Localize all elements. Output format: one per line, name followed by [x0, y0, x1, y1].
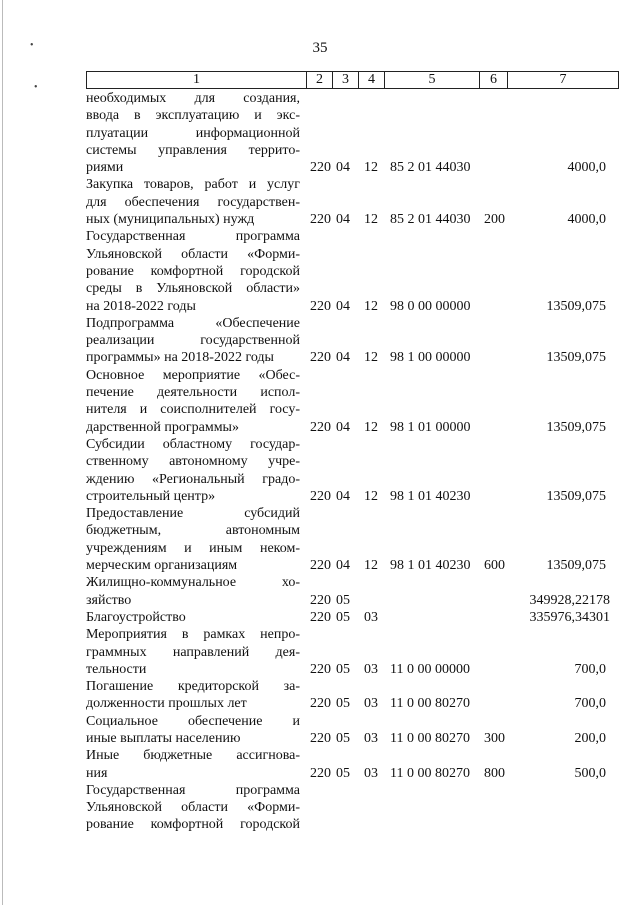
table-row	[86, 626, 616, 678]
section-code: 05	[336, 592, 350, 608]
description-line: граммных направлений дея-	[86, 644, 300, 660]
row-code-cells	[86, 557, 616, 574]
description-line: строительный центр»	[86, 488, 216, 504]
expense-type-code: 300	[484, 730, 505, 746]
subsection-code: 03	[364, 609, 378, 625]
ministry-code: 220	[310, 558, 331, 574]
row-code-cells	[86, 730, 616, 747]
description-line: нителя и соисполнителей госу-	[86, 402, 300, 418]
header-col-7: 7	[508, 72, 619, 89]
description-line: Погашение кредиторской за-	[86, 679, 300, 695]
table-row	[86, 747, 616, 782]
amount-value: 13509,075	[546, 488, 606, 504]
table-row	[86, 609, 616, 626]
amount-value: 200,0	[574, 730, 606, 746]
description-line: среды в Ульяновской области»	[86, 281, 300, 297]
description-line: Социальное обеспечение и	[86, 713, 300, 729]
section-code: 05	[336, 696, 350, 712]
row-code-cells	[86, 592, 616, 609]
target-article-code: 11 0 00 00000	[390, 661, 470, 677]
section-code: 04	[336, 160, 350, 176]
description-line: плуатации информационной	[86, 125, 300, 141]
subsection-code: 12	[364, 298, 378, 314]
row-code-cells	[86, 211, 616, 228]
amount-value: 4000,0	[567, 160, 606, 176]
ministry-code: 220	[310, 160, 331, 176]
header-col-4: 4	[359, 72, 385, 89]
row-code-cells	[86, 696, 616, 713]
description-line: Основное мероприятие «Обес-	[86, 367, 300, 383]
table-row	[86, 713, 616, 748]
section-code: 04	[336, 558, 350, 574]
description-line: дарственной программы»	[86, 419, 239, 435]
table-row	[86, 315, 616, 367]
ministry-code: 220	[310, 350, 331, 366]
header-col-2: 2	[307, 72, 333, 89]
header-col-3: 3	[333, 72, 359, 89]
section-code: 04	[336, 419, 350, 435]
header-col-5: 5	[385, 72, 480, 89]
subsection-code: 12	[364, 160, 378, 176]
section-code: 04	[336, 212, 350, 228]
description-line: рование комфортной городской	[86, 263, 300, 279]
target-article-code: 98 1 01 00000	[390, 419, 471, 435]
description-line: на 2018-2022 годы	[86, 298, 196, 314]
description-line: программы» на 2018-2022 годы	[86, 350, 274, 366]
row-code-cells	[86, 817, 616, 834]
target-article-code: 11 0 00 80270	[390, 765, 470, 781]
table-row	[86, 505, 616, 574]
subsection-code: 12	[364, 488, 378, 504]
description-line: Субсидии областному государ-	[86, 436, 300, 452]
row-code-cells	[86, 159, 616, 176]
amount-value: 700,0	[574, 661, 606, 677]
ministry-code: 220	[310, 488, 331, 504]
table-row	[86, 228, 616, 314]
description-line: бюджетным, автономным	[86, 523, 300, 539]
target-article-code: 98 1 01 40230	[390, 558, 471, 574]
description-line: Государственная программа	[86, 782, 300, 798]
amount-value: 13509,075	[546, 558, 606, 574]
section-code: 04	[336, 350, 350, 366]
target-article-code: 11 0 00 80270	[390, 696, 470, 712]
table-row	[86, 90, 616, 176]
subsection-code: 12	[364, 419, 378, 435]
amount-value: 700,0	[574, 696, 606, 712]
subsection-code: 12	[364, 350, 378, 366]
page-number: 35	[312, 40, 328, 56]
ministry-code: 220	[310, 765, 331, 781]
description-line: Мероприятия в рамках непро-	[86, 627, 300, 643]
subsection-code: 12	[364, 212, 378, 228]
subsection-code: 03	[364, 765, 378, 781]
target-article-code: 11 0 00 80270	[390, 730, 470, 746]
row-code-cells	[86, 765, 616, 782]
table-row	[86, 436, 616, 505]
expense-type-code: 600	[484, 558, 505, 574]
description-line: ственному автономному учре-	[86, 454, 300, 470]
description-line: ния	[86, 765, 108, 781]
description-line: рование комфортной городской	[86, 817, 300, 833]
target-article-code: 85 2 01 44030	[390, 160, 471, 176]
description-line: ждению «Региональный градо-	[86, 471, 300, 487]
description-line: реализации государственной	[86, 333, 300, 349]
scan-edge	[2, 0, 3, 905]
table-row	[86, 574, 616, 609]
table-row	[86, 176, 616, 228]
amount-value: 13509,075	[546, 350, 606, 366]
subsection-code: 03	[364, 730, 378, 746]
description-line: Закупка товаров, работ и услуг	[86, 177, 300, 193]
description-line: Предоставление субсидий	[86, 506, 300, 522]
target-article-code: 85 2 01 44030	[390, 212, 471, 228]
description-line: тельности	[86, 661, 147, 677]
section-code: 05	[336, 730, 350, 746]
expense-type-code: 200	[484, 212, 505, 228]
table-row	[86, 367, 616, 436]
column-header-row	[86, 71, 619, 89]
description-line: мерческим организациям	[86, 558, 238, 574]
section-code: 05	[336, 661, 350, 677]
amount-value: 335976,34301	[529, 609, 610, 625]
amount-value: 349928,22178	[529, 592, 610, 608]
subsection-code: 03	[364, 661, 378, 677]
ministry-code: 220	[310, 730, 331, 746]
description-line: ных (муниципальных) нужд	[86, 212, 255, 228]
description-line: необходимых для создания,	[86, 91, 300, 106]
ministry-code: 220	[310, 592, 331, 608]
section-code: 04	[336, 298, 350, 314]
table-row	[86, 782, 616, 834]
header-col-6: 6	[480, 72, 508, 89]
table-row	[86, 678, 616, 713]
row-code-cells	[86, 419, 616, 436]
row-code-cells	[86, 298, 616, 315]
description-line: системы управления террито-	[86, 142, 300, 158]
description-line: иные выплаты населению	[86, 730, 241, 746]
description-line: печение деятельности испол-	[86, 385, 300, 401]
row-code-cells	[86, 350, 616, 367]
description-line: риями	[86, 160, 124, 176]
subsection-code: 03	[364, 696, 378, 712]
description-line: Подпрограмма «Обеспечение	[86, 315, 300, 331]
row-code-cells	[86, 661, 616, 678]
amount-value: 13509,075	[546, 419, 606, 435]
scan-mark: •	[34, 82, 38, 93]
subsection-code: 12	[364, 558, 378, 574]
amount-value: 13509,075	[546, 298, 606, 314]
header-col-1: 1	[87, 72, 307, 89]
ministry-code: 220	[310, 419, 331, 435]
description-line: Иные бюджетные ассигнова-	[86, 748, 300, 764]
ministry-code: 220	[310, 298, 331, 314]
description-line: ввода в эксплуатацию и экс-	[86, 108, 300, 124]
ministry-code: 220	[310, 696, 331, 712]
ministry-code: 220	[310, 212, 331, 228]
description-line: учреждениям и иным неком-	[86, 540, 300, 556]
amount-value: 500,0	[574, 765, 606, 781]
row-code-cells	[86, 488, 616, 505]
target-article-code: 98 1 01 40230	[390, 488, 471, 504]
budget-table-body	[86, 90, 616, 834]
ministry-code: 220	[310, 609, 331, 625]
expense-type-code: 800	[484, 765, 505, 781]
description-line: Государственная программа	[86, 229, 300, 245]
row-code-cells	[86, 609, 616, 626]
description-line: зяйство	[86, 592, 132, 608]
description-line: для обеспечения государствен-	[86, 194, 300, 210]
description-line: Ульяновской области «Форми-	[86, 246, 300, 262]
target-article-code: 98 0 00 00000	[390, 298, 471, 314]
section-code: 05	[336, 765, 350, 781]
description-line: долженности прошлых лет	[86, 696, 247, 712]
amount-value: 4000,0	[567, 212, 606, 228]
target-article-code: 98 1 00 00000	[390, 350, 471, 366]
section-code: 04	[336, 488, 350, 504]
scan-mark: •	[30, 40, 34, 51]
description-line: Жилищно-коммунальное хо-	[86, 575, 300, 591]
ministry-code: 220	[310, 661, 331, 677]
description-line: Благоустройство	[86, 609, 186, 625]
description-line: Ульяновской области «Форми-	[86, 800, 300, 816]
section-code: 05	[336, 609, 350, 625]
